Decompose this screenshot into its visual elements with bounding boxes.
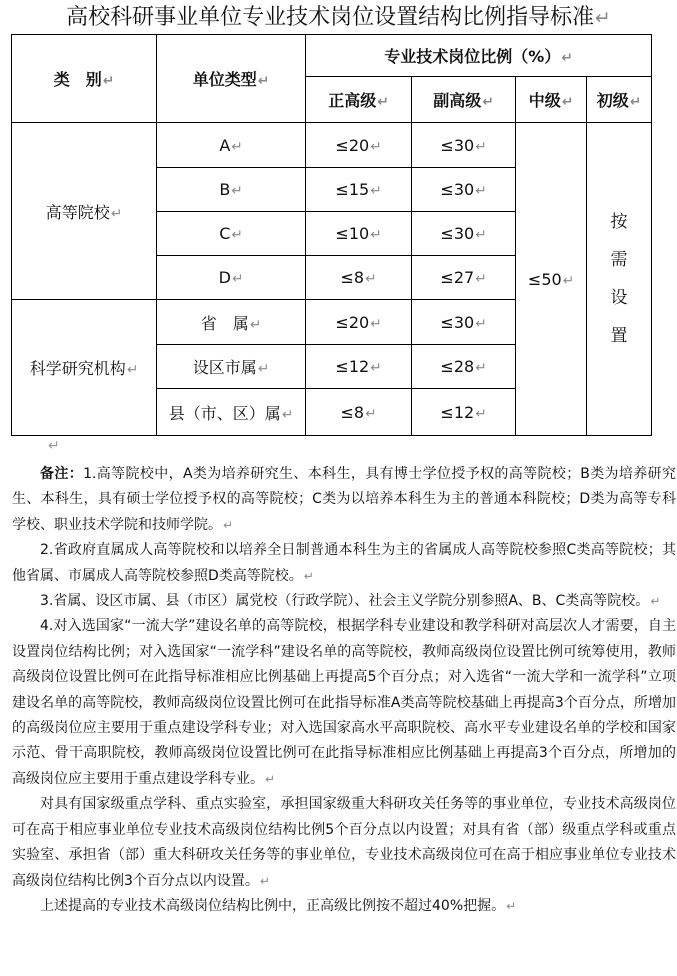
- header-junior: 初级↵: [587, 77, 652, 123]
- paragraph-mark-icon: ↵: [650, 594, 661, 609]
- senior-cell: ≤10↵: [306, 212, 412, 256]
- paragraph-mark-icon: ↵: [562, 272, 575, 289]
- deputy-cell: ≤30↵: [412, 212, 516, 256]
- paragraph-mark-icon: ↵: [126, 362, 139, 378]
- paragraph-mark-icon: ↵: [561, 94, 574, 110]
- paragraph-mark-icon: ↵: [231, 271, 244, 287]
- paragraph-mark-icon: ↵: [231, 227, 243, 243]
- paragraph-mark-icon: ↵: [370, 227, 382, 243]
- header-category: 类 别↵: [12, 35, 157, 123]
- deputy-cell: ≤30↵: [412, 168, 516, 212]
- unit-type-cell: A↵: [157, 123, 306, 168]
- paragraph-mark-icon: ↵: [475, 138, 487, 155]
- deputy-cell: ≤28↵: [412, 345, 516, 389]
- junior-cell: [587, 123, 652, 436]
- senior-cell: ≤8↵: [306, 389, 412, 436]
- paragraph-mark-icon: ↵: [561, 50, 573, 66]
- deputy-cell: ≤30↵: [412, 123, 516, 168]
- paragraph-mark-icon: ↵: [365, 405, 377, 422]
- paragraph-mark-icon: ↵: [475, 271, 487, 287]
- unit-type-cell: 县（市、区）属↵: [157, 389, 306, 436]
- paragraph-mark-icon: ↵: [231, 183, 243, 199]
- paragraph-mark-icon: ↵: [370, 360, 382, 376]
- unit-type-cell: B↵: [157, 168, 306, 212]
- category-cell: 科学研究机构↵: [12, 300, 157, 436]
- paragraph-mark-icon: ↵: [377, 94, 389, 110]
- unit-type-cell: C↵: [157, 212, 306, 256]
- paragraph-mark-icon: ↵: [259, 873, 270, 888]
- paragraph-mark-icon: ↵: [303, 568, 314, 583]
- senior-cell: ≤8↵: [306, 256, 412, 300]
- paragraph-mark-icon: ↵: [475, 227, 487, 243]
- junior-vertical-text: 按需设置: [610, 212, 628, 346]
- paragraph-mark-icon: ↵: [265, 771, 275, 786]
- paragraph-mark-icon: ↵: [249, 316, 262, 333]
- paragraph-mark-icon: ↵: [475, 405, 487, 422]
- paragraph-mark-icon: ↵: [595, 8, 611, 29]
- category-cell: 高等院校↵: [12, 123, 157, 300]
- paragraph-mark-icon: ↵: [475, 183, 487, 199]
- paragraph-mark-icon: ↵: [281, 406, 294, 423]
- ratio-table: [11, 34, 652, 436]
- notes-label: 备注：: [40, 466, 84, 482]
- page-title: [0, 4, 677, 33]
- paragraph-mark-icon: ↵: [506, 898, 517, 913]
- senior-cell: ≤15↵: [306, 168, 412, 212]
- paragraph-mark-icon: ↵: [110, 205, 123, 222]
- senior-cell: ≤12↵: [306, 345, 412, 389]
- note-paragraph: 2.省政府直属成人高等院校和以培养全日制普通本科生为主的省属成人高等院校参照C类高等院校；其他省属、市属成人高等院校参照D类高等院校。↵: [12, 542, 676, 584]
- paragraph-mark-icon: ↵: [475, 360, 487, 376]
- paragraph-mark-icon: ↵: [257, 73, 270, 89]
- deputy-cell: ≤12↵: [412, 389, 516, 436]
- unit-type-cell: 省 属↵: [157, 300, 306, 345]
- header-senior: 正高级↵: [306, 77, 412, 123]
- header-ratio-group: 专业技术岗位比例（%）↵: [306, 35, 652, 77]
- notes-section: [12, 462, 676, 919]
- header-unit-type: 单位类型↵: [157, 35, 306, 123]
- note-paragraph: 4.对入选国家“一流大学”建设名单的高等院校，根据学科专业建设和教学科研对高层次人才需要，自主设置岗位结构比例；对入选国家“一流学科”建设名单的高等院校，教师高级岗位设置比例可统筹使用，教师高级岗位设置比例可在此指导标准相应比例基础上再提高5个百分点；对入选省“一流大学和一流学科”立项建设名单的高等院校，教师高级岗位设置比例可在此指导标准A类高等院校基础上再提高3个百分点，所增加的高级岗位应主要用于重点建设学科专业；对入选国家高水平高职院校、高水平专业建设名单的学校和国家示范、骨干高职院校，教师高级岗位设置比例可在此指导标准相应比例基础上再提高3个百分点，所增加的高级岗位应主要用于重点建设学科专业。↵: [12, 618, 676, 787]
- table-row: [12, 123, 652, 168]
- paragraph-mark-icon: ↵: [370, 183, 382, 199]
- unit-type-cell: D↵: [157, 256, 306, 300]
- paragraph-mark-icon: ↵: [231, 138, 243, 155]
- note-paragraph: 对具有国家级重点学科、重点实验室，承担国家级重大科研攻关任务等的事业单位，专业技术高级岗位可在高于相应事业单位专业技术高级岗位结构比例5个百分点以内设置；对具有省（部）级重点学科或重点实验室、承担省（部）重大科研攻关任务等的事业单位，专业技术高级岗位可在高于相应事业单位专业技术高级岗位结构比例3个百分点以内设置。↵: [12, 796, 676, 889]
- title-text: 高校科研事业单位专业技术岗位设置结构比例指导标准: [66, 5, 595, 30]
- paragraph-mark-icon: ↵: [370, 315, 382, 332]
- middle-cell: ≤50↵: [516, 123, 587, 436]
- paragraph-mark-icon: ↵: [475, 315, 487, 332]
- paragraph-mark-icon: ↵: [223, 517, 233, 532]
- paragraph-mark-icon: ↵: [629, 94, 642, 110]
- unit-type-cell: 设区市属↵: [157, 345, 306, 389]
- paragraph-mark-icon: ↵: [482, 94, 494, 110]
- note-paragraph: 备注：1.高等院校中，A类为培养研究生、本科生，具有博士学位授予权的高等院校；B类为培养研究生、本科生，具有硕士学位授予权的高等院校；C类为以培养本科生为主的普通本科院校；D类为高等专科学校、职业技术学院和技师学院。↵: [12, 466, 676, 533]
- header-deputy: 副高级↵: [412, 77, 516, 123]
- paragraph-mark-icon: ↵: [365, 271, 377, 287]
- paragraph-mark-icon: ↵: [102, 73, 115, 89]
- note-paragraph: 3.省属、设区市属、县（市区）属党校（行政学院）、社会主义学院分别参照A、B、C类高等院校。↵: [40, 593, 661, 610]
- note-paragraph: 上述提高的专业技术高级岗位结构比例中，正高级比例按不超过40%把握。↵: [40, 897, 517, 914]
- senior-cell: ≤20↵: [306, 123, 412, 168]
- senior-cell: ≤20↵: [306, 300, 412, 345]
- paragraph-mark-icon: ↵: [257, 361, 270, 377]
- header-middle: 中级↵: [516, 77, 587, 123]
- deputy-cell: ≤30↵: [412, 300, 516, 345]
- deputy-cell: ≤27↵: [412, 256, 516, 300]
- paragraph-mark-icon: ↵: [48, 438, 60, 454]
- paragraph-mark-icon: ↵: [370, 138, 382, 155]
